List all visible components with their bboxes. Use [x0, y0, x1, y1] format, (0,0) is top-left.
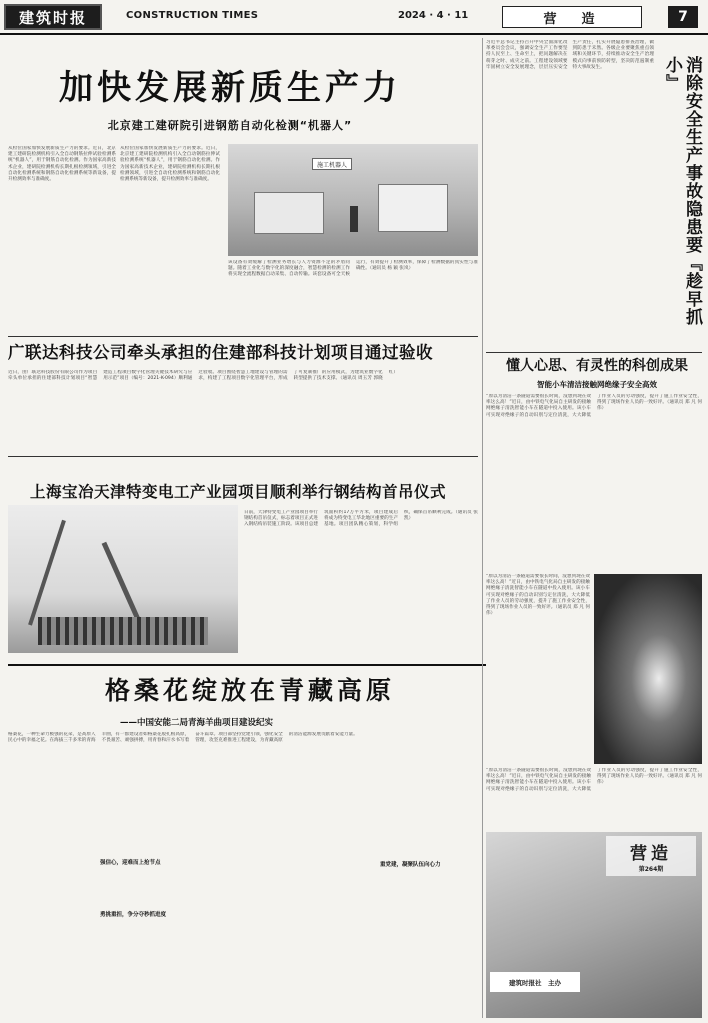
paper-english-name: CONSTRUCTION TIMES [126, 10, 259, 21]
photo-machine-right [378, 184, 448, 232]
story4-head-1: 强信心，迎难而上抢节点 [100, 860, 161, 866]
story3-title: 上海宝冶天津特变电工产业园项目顺利举行钢结构首吊仪式 [30, 482, 447, 501]
story6-title: 懂人心思、有灵性的科创成果 [506, 358, 688, 374]
story1-title: 加快发展新质生产力 [59, 68, 401, 108]
story6-photo [594, 574, 702, 764]
issue-date: 2024 · 4 · 11 [398, 10, 469, 21]
divider-2 [8, 456, 478, 457]
story4-title: 格桑花绽放在青藏高原 [104, 676, 395, 705]
story2-body: 近日，由广联达科技股份有限公司作为项目牵头单位承担的住建部科技计划项目“智慧建造工程项目数字化管理关键技术研究与应用示范”项目（编号：2021-K-094）顺利通过验收。项目围绕智慧工地建设与管理的需求，构建了工程项目数字化管理平台，形成了可复制推广的应用模式，为建筑业数字化转型提供了技术支撑。（通讯员 周玉芳 郭晓红） [8, 370, 398, 382]
photo-person [350, 206, 358, 232]
story6-body: “原以为清洁一条隧道需要很长时间，没想到现在效率这么高！”近日，由中铁电气化局自主研发的接触网绝缘子清洗智能小车在隧道中投入使用。该小车可实现对绝缘子的自动识别与定位清洗，大大降低了作业人员的劳动强度，提升了施工作业安全性，得到了现场作业人员的一致好评。（通讯员 郑 凡 何 伟） [486, 394, 702, 418]
story3-body: 日前，天津特变电工产业园项目举行钢结构首吊仪式，标志着项目正式进入钢结构吊装施工阶段。该项目总建筑面积约17万平方米，项目建成后将成为特变电工华北地区重要的生产基地。项目团队精心策划，科学组织，确保首吊顺利完成。（通讯员 张凯） [244, 510, 478, 528]
story6-body-cont: “原以为清洁一条隧道需要很长时间，没想到现在效率这么高！”近日，由中铁电气化局自主研发的接触网绝缘子清洗智能小车在隧道中投入使用。该小车可实现对绝缘子的自动识别与定位清洗，大大降低了作业人员的劳动强度，提升了施工作业安全性，得到了现场作业人员的一致好评。（通讯员 郑 凡 何 伟） [486, 574, 590, 617]
divider-3 [8, 664, 486, 666]
divider-1 [8, 336, 478, 337]
divider-4 [486, 352, 702, 353]
photo-machine-left [254, 192, 324, 234]
crane-right [102, 542, 143, 626]
story6-body-tail: “原以为清洁一条隧道需要很长时间，没想到现在效率这么高！”近日，由中铁电气化局自主研发的接触网绝缘子清洗智能小车在隧道中投入使用。该小车可实现对绝缘子的自动识别与定位清洗，大大降低了作业人员的劳动强度，提升了施工作业安全性，得到了现场作业人员的一致好评。（通讯员 郑 凡 何 伟） [486, 768, 702, 792]
column-name: 营造 [630, 844, 672, 864]
column-badge [606, 836, 696, 876]
masthead-rule [0, 33, 708, 35]
story1-photo [228, 144, 478, 256]
story4-head-3: 重党建，凝聚队伍向心力 [380, 862, 441, 868]
crane-left [28, 520, 66, 626]
story1-body-left: 从检位国家加快发展新质生产力的要求。近日，北京建工建研院检测机构引入全自动钢筋拉伸试验检测系统“机器人”，用于钢筋自动化检测。作为国家高新技术企业，建研院检测机构长期扎根检测领域，引进全自动化检测系统和钢筋自动化检测系统等新设备，提升检测效率与准确度。 [8, 146, 116, 183]
story4-body: 格桑花，一种生命力极强的花朵，是高原人民心中的幸福之花。在海拔三千多米的青海羊曲，有一群建设者如格桑花般扎根高原，不畏艰苦、顽强拼搏，用青春和汗水书写着奋斗篇章。项目部坚持党建引领，强化安全管理，攻坚克难推进工程建设，为青藏高原的清洁能源发展贡献着安能力量。 [8, 732, 358, 744]
column-divider [482, 38, 483, 1018]
story4-subtitle: ——中国安能二局青海羊曲项目建设纪实 [120, 718, 274, 728]
story4-head-2: 勇挑重担，争分夺秒抓进度 [100, 912, 167, 918]
column-photo [486, 832, 702, 1018]
masthead [0, 0, 708, 34]
column-issue: 第264期 [638, 866, 664, 873]
story6-subtitle: 智能小车清洁接触网绝缘子安全高效 [537, 380, 657, 389]
story5-body: 习近平总书记主持召开中央全面深化改革委员会会议，强调安全生产工作要坚持人民至上、生命至上，把问题解决在萌芽之时、成灾之前。工程建设领域要牢固树立安全发展理念，层层压实安全生产责任，扎实开展隐患排查治理，做到防患于未然。各级企业要聚焦重点领域和关键环节，持续推动安全生产治理模式向事前预防转型，坚决防范遏制重特大事故发生。 [486, 40, 654, 70]
newspaper-logo: 建筑时报 [4, 4, 102, 30]
story2-title: 广联达科技公司牵头承担的住建部科技计划项目通过验收 [8, 343, 433, 362]
column-caption: 建筑时报社 主办 [490, 972, 580, 992]
page-number: 7 [668, 6, 698, 28]
story1-subtitle: 北京建工建研院引进钢筋自动化检测“机器人” [107, 119, 353, 132]
story1-body-middle: 从检位国家加快发展新质生产力的要求。近日，北京建工建研院检测机构引入全自动钢筋拉伸试验检测系统“机器人”，用于钢筋自动化检测。作为国家高新技术企业，建研院检测机构长期扎根检测领域，引进全自动化检测系统和钢筋自动化检测系统等新设备，提升检测效率与准确度。 [120, 146, 220, 183]
story5-title: 消除安全生产事故隐患要『趁早抓小』 [662, 56, 702, 326]
story1-body-right: 该设备有效缓解了检测业务增长与人力资源不足的矛盾问题。随着工业化与数字化的深度融合，智慧检测的检测工作将实现全流程数据自动采集、自动传输。该套设备可全天候运行，有效提升了检测效率，保障了检测数据的真实性与准确性。（通讯员 杨 颖 张岚） [228, 260, 478, 278]
story3-photo [8, 505, 238, 653]
crowd [38, 617, 208, 645]
section-name: 营 造 [502, 6, 642, 28]
photo-sign: 施工机器人 [312, 158, 352, 170]
